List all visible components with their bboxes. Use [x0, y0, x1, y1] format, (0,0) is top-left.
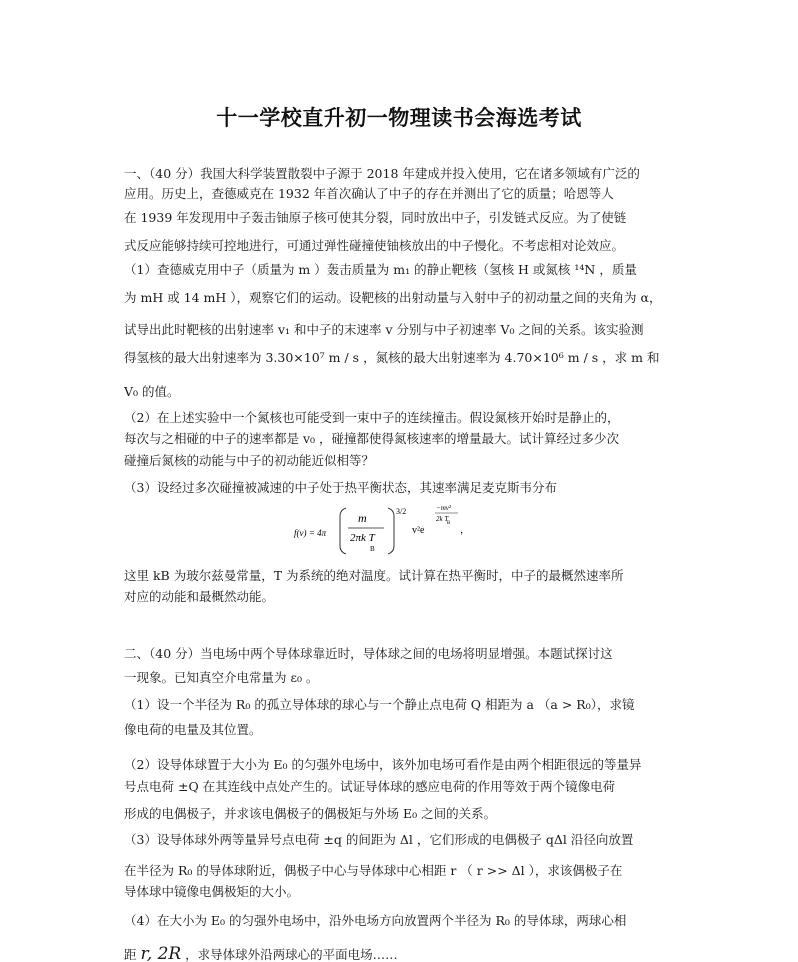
- text-line: 形成的电偶极子，并求该电偶极子的偶极矩与外场 E₀ 之间的关系。: [124, 806, 497, 821]
- formula-exp-den-sub: B: [447, 521, 451, 526]
- text-line: 一现象。已知真空介电常量为 ε₀ 。: [124, 670, 319, 685]
- text-line: 二、（40 分）当电场中两个导体球靠近时，导体球之间的电场将明显增强。本题试探讨这: [124, 646, 613, 661]
- formula-denominator: 2πk T: [350, 532, 375, 544]
- text-line: （4）在大小为 E₀ 的匀强外电场中，沿外电场方向放置两个半径为 R₀ 的导体球，两球心相: [124, 913, 627, 928]
- tail-rest: ，求导体球外沿两球心的平面电场……: [185, 947, 398, 962]
- text-line: （2）设导体球置于大小为 E₀ 的匀强外电场中，该外加电场可看作是由两个相距很远的等量异: [124, 757, 642, 772]
- left-bracket: [340, 508, 346, 554]
- text-line: （3）设导体球外两等量异号点电荷 ±q 的间距为 Δl ，它们形成的电偶极子 qΔl 沿径向放置: [124, 832, 634, 847]
- formula-power: 3/2: [396, 507, 407, 516]
- formula-lhs: f(v) = 4π: [294, 528, 327, 538]
- cut-off-line: [124, 944, 398, 962]
- text-line: 试导出此时靶核的出射速率 v₁ 和中子的末速率 v 分别与中子初速率 V₀ 之间的关系。该实验测: [124, 322, 644, 337]
- text-line: 得氢核的最大出射速率为 3.30×10⁷ m / s ，氮核的最大出射速率为 4.70×10⁶ m / s ，求 m 和: [124, 350, 660, 365]
- right-bracket: [388, 508, 394, 554]
- text-line: 对应的动能和最概然动能。: [124, 589, 275, 604]
- text-line: （3）设经过多次碰撞被减速的中子处于热平衡状态，其速率满足麦克斯韦分布: [124, 480, 557, 495]
- formula-exp-num: −mv²: [436, 504, 451, 512]
- text-line: 每次与之相碰的中子的速率都是 v₀ ，碰撞都使得氮核速率的增量最大。试计算经过多少次: [124, 431, 620, 446]
- text-line: 一、（40 分）我国大科学装置散裂中子源于 2018 年建成并投入使用，它在诸多领域有广泛的: [124, 166, 640, 181]
- text-line: （2）在上述实验中一个氮核也可能受到一束中子的连续撞击。假设氮核开始时是静止的，: [124, 410, 620, 425]
- text-line: 式反应能够持续可控地进行，可通过弹性碰撞使铀核放出的中子慢化。不考虑相对论效应。: [124, 238, 625, 253]
- formula-exp-den: 2k T: [436, 515, 449, 523]
- text-line: V₀ 的值。: [124, 384, 180, 399]
- text-line: 导体球中镜像电偶极矩的大小。: [124, 884, 300, 899]
- text-line: 这里 kB 为玻尔兹曼常量，T 为系统的绝对温度。试计算在热平衡时，中子的最概然速率所: [124, 568, 624, 583]
- tail-prefix: 距: [124, 947, 137, 962]
- text-line: 在 1939 年发现用中子轰击铀原子核可使其分裂，同时放出中子，引发链式反应。为了使链: [124, 210, 627, 225]
- text-line: 在半径为 R₀ 的导体球附近，偶极子中心与导体球中心相距 r （ r >> Δl ），求该偶极子在: [124, 863, 623, 878]
- formula-numerator: m: [358, 511, 367, 525]
- formula-comma: ，: [460, 525, 470, 536]
- formula-den-sub: B: [370, 545, 375, 553]
- formula-v2e: v²e: [412, 525, 425, 536]
- text-line: 碰撞后氮核的动能与中子的初动能近似相等？: [124, 453, 375, 468]
- maxwell-distribution-formula: [290, 500, 490, 562]
- tail-fraction: r, 2R: [140, 944, 182, 962]
- text-line: 号点电荷 ±Q 在其连线中点处产生的。试证导体球的感应电荷的作用等效于两个镜像电荷: [124, 779, 616, 794]
- text-line: 应用。历史上，查德威克在 1932 年首次确认了中子的存在并测出了它的质量；哈恩等人: [124, 186, 614, 201]
- text-line: （1）查德威克用中子（质量为 m ）轰击质量为 m₁ 的静止靶核（氢核 H 或氮核 ¹⁴N ，质量: [124, 262, 637, 277]
- text-line: 像电荷的电量及其位置。: [124, 722, 262, 737]
- text-line: （1）设一个半径为 R₀ 的孤立导体球的球心与一个静止点电荷 Q 相距为 a （a > R₀），求镜: [124, 697, 635, 712]
- text-line: 为 mH 或 14 mH ），观察它们的运动。设靶核的出射动量与入射中子的初动量之间的夹角为 α，: [124, 290, 662, 305]
- exam-title: 十一学校直升初一物理读书会海选考试: [216, 105, 582, 130]
